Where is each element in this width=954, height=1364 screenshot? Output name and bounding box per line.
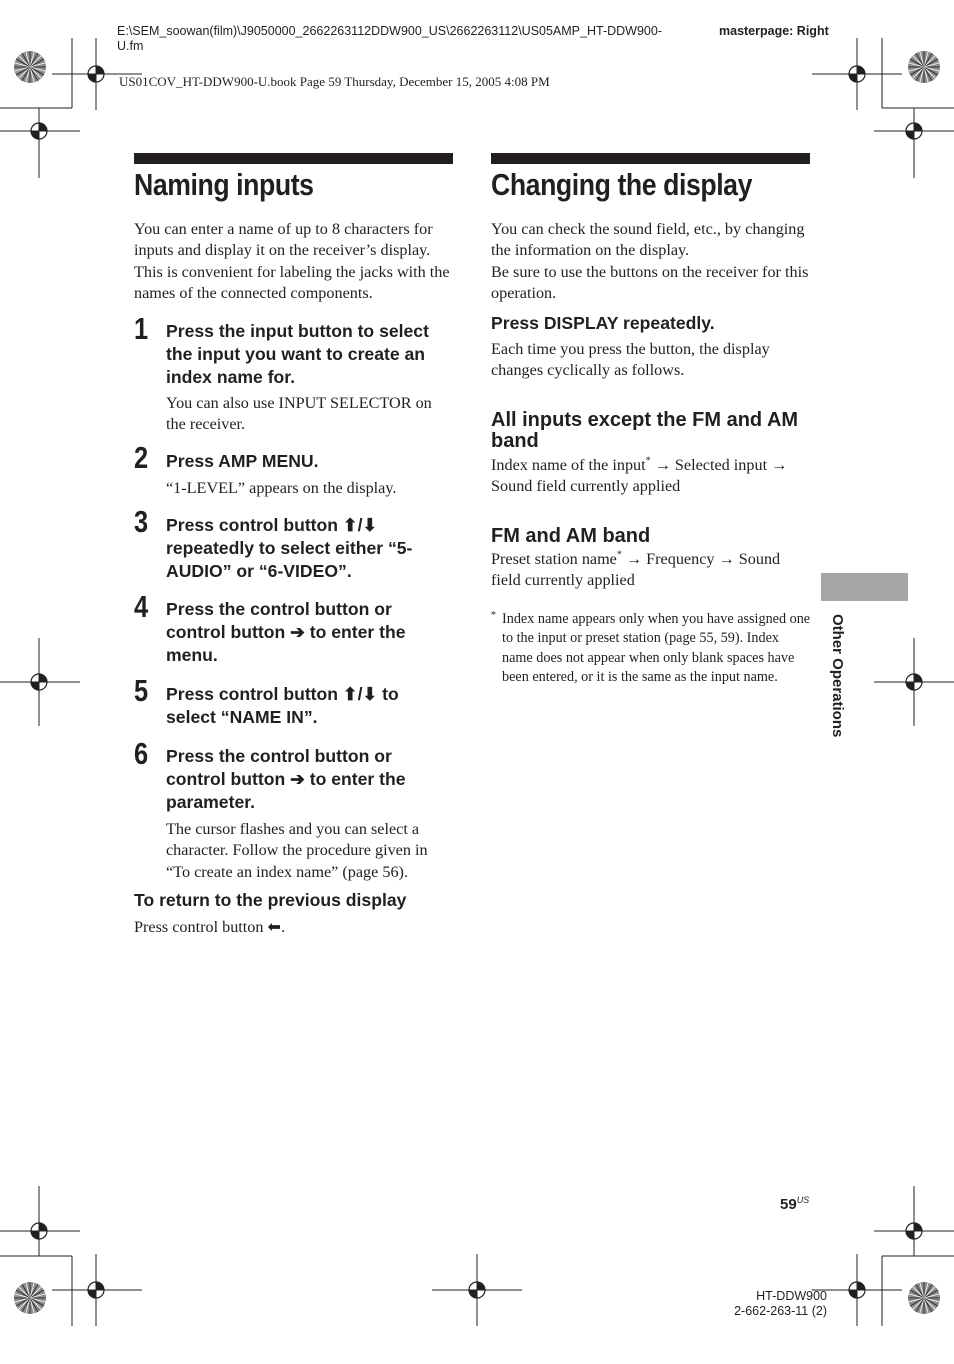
fm-am-cycle [491,549,809,592]
footnote-asterisk: * [491,610,496,621]
footnote-text: Index name appears only when you have assigned one to the input or preset station (page 55, 59). Index name does not appear when only blank spaces have been entered, or it is the same as the input name. [502,611,811,686]
page-number-suffix: US [796,1195,810,1205]
step-5-number: 5 [134,673,149,708]
step-2-note: “1-LEVEL” appears on the display. [166,479,397,497]
fm-am-heading: FM and AM band [491,525,651,547]
step-3-text: Press control button ⬆/⬇ repeatedly to select either “5-AUDIO” or “6-VIDEO”. [166,515,413,582]
part-code: 2-662-263-11 (2) [734,1304,827,1318]
asterisk: * [645,455,651,467]
section-tab-label: Other Operations [829,614,846,738]
step-1-number: 1 [134,311,149,346]
book-info: US01COV_HT-DDW900-U.book Page 59 Thursday, December 15, 2005 4:08 PM [119,74,550,89]
section-tab [821,573,908,601]
press-display-heading: Press DISPLAY repeatedly. [491,313,715,333]
cycle-index-name: Index name of the input [491,456,646,474]
file-path: E:\SEM_soowan(film)\J9050000_2662263112DDW900_US\2662263112\US05AMP_HT-DDW900-U.fm [117,24,662,53]
step-1-text: Press the input button to select the input you want to create an index name for. [166,321,429,388]
naming-intro: You can enter a name of up to 8 characters for inputs and display it on the receiver’s display. This is convenient for labeling the jacks with the names of the connected components. [134,220,450,302]
masterpage-label: masterpage: Right [719,24,829,38]
cycle-selected-input: → Selected input → [650,456,788,474]
asterisk: * [616,549,622,561]
model-info [722,1289,827,1319]
step-2-number: 2 [134,440,149,475]
cycle-preset-name: Preset station name [491,550,617,568]
step-6-number: 6 [134,736,149,771]
step-4-text: Press the control button or control button ➔ to enter the menu. [166,599,406,666]
return-text: Press control button ⬅. [134,918,286,936]
step-3-number: 3 [134,504,149,539]
section-rule-left [134,153,453,164]
step-6-note: The cursor flashes and you can select a character. Follow the procedure given in “To create an index name” (page 56). [166,820,428,881]
step-6-text: Press the control button or control button ➔ to enter the parameter. [166,746,406,813]
page-title-naming-inputs: Naming inputs [134,167,314,202]
display-intro: You can check the sound field, etc., by changing the information on the display. [491,220,805,260]
all-inputs-cycle [491,455,809,498]
step-2-text: Press AMP MENU. [166,451,319,471]
section-rule-right [491,153,810,164]
page-number-value: 59 [780,1196,797,1213]
step-1-note: You can also use INPUT SELECTOR on the receiver. [166,394,432,434]
display-intro-2: Be sure to use the buttons on the receiver for this operation. [491,263,809,303]
cycle-frequency: → Frequency → Sound [621,550,781,568]
cycle-sound-field: Sound field currently applied [491,477,681,496]
page-number [780,1196,809,1213]
page-title-changing-display: Changing the display [491,167,752,202]
cycle-sound-field: field currently applied [491,571,635,590]
press-display-text: Each time you press the button, the display changes cyclically as follows. [491,340,770,380]
step-4-number: 4 [134,589,149,624]
all-inputs-heading: All inputs except the FM and AM band [491,409,799,452]
model-name: HT-DDW900 [756,1289,827,1303]
return-heading: To return to the previous display [134,890,407,910]
step-5-text: Press control button ⬆/⬇ to select “NAME IN”. [166,684,399,728]
